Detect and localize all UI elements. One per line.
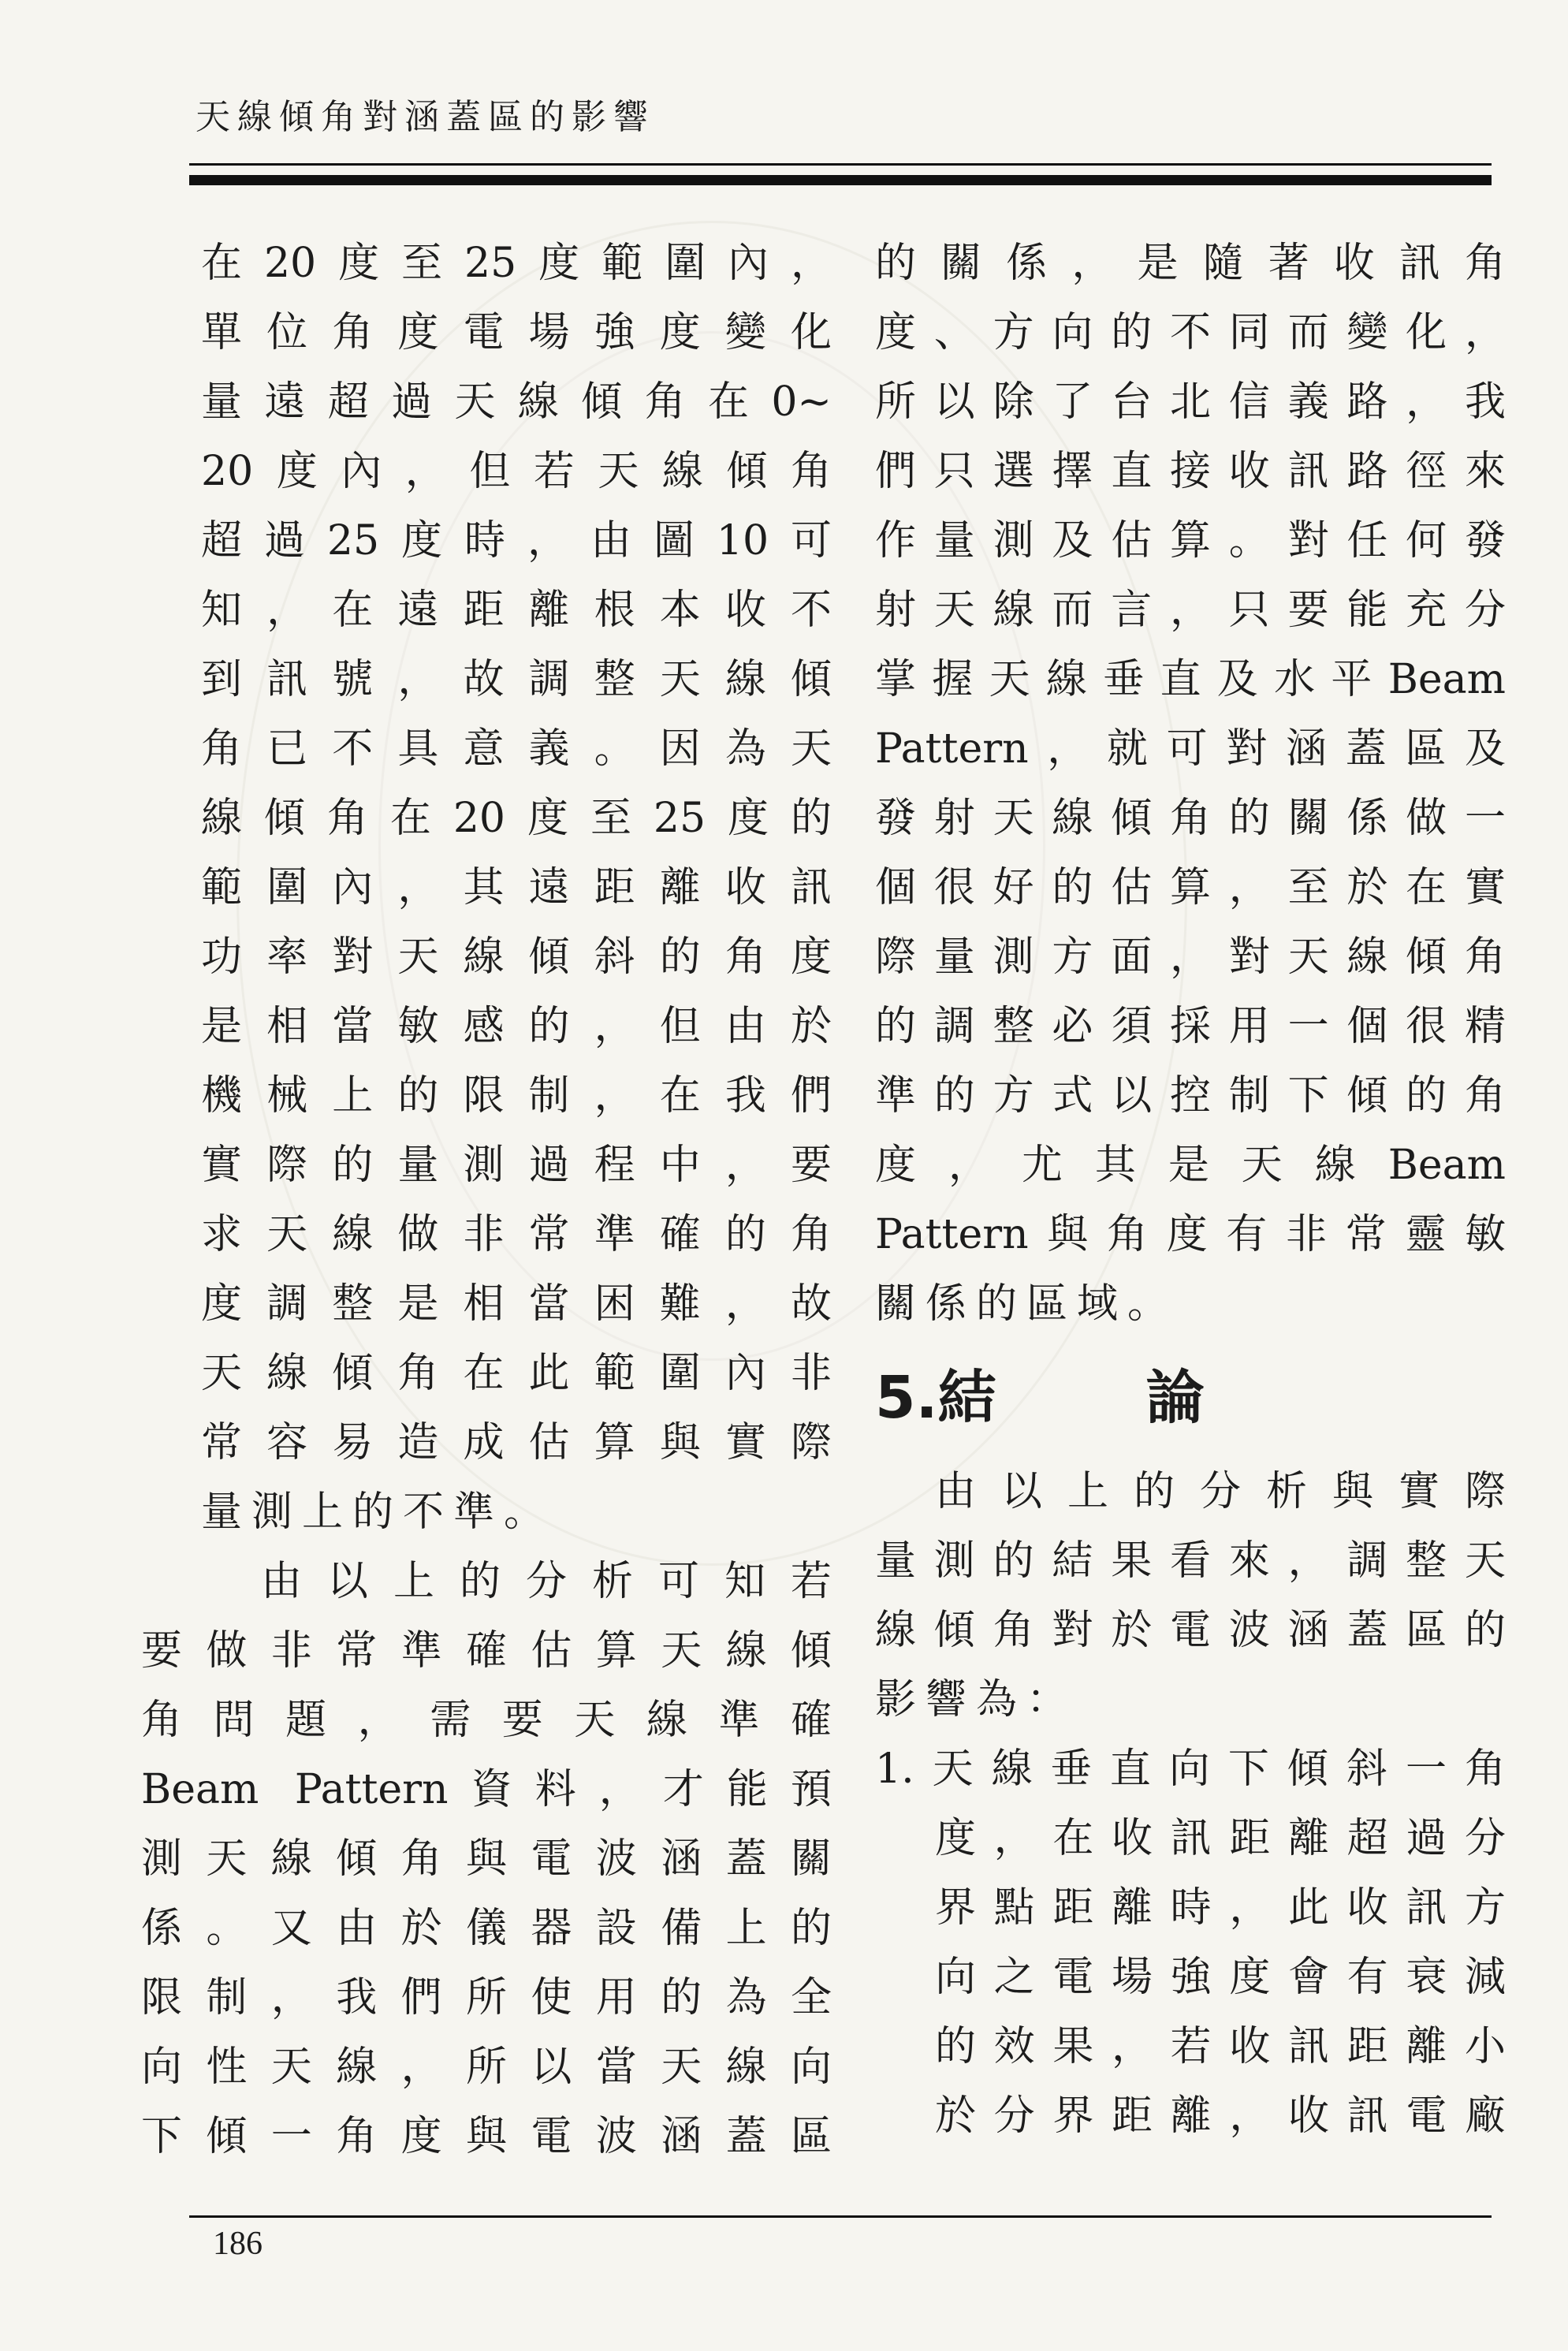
text-line: 實際的量測過程中，要 bbox=[201, 1142, 832, 1189]
text-line: Pattern與角度有非常靈敏 bbox=[875, 1211, 1506, 1258]
left-text-column bbox=[141, 229, 832, 2171]
text-line: 由以上的分析可知若 bbox=[261, 1558, 832, 1605]
text-line: 單位角度電場強度變化 bbox=[201, 309, 832, 356]
text-line: 係。又由於儀器設備上的 bbox=[141, 1905, 832, 1952]
text-line: 天線傾角在此範圍內非 bbox=[201, 1350, 832, 1397]
footer-rule bbox=[189, 2215, 1492, 2218]
section-title-second-char: 論 bbox=[1145, 1364, 1205, 1432]
text-line: 的效果，若收訊距離小 bbox=[935, 2023, 1506, 2070]
text-line: 線傾角對於電波涵蓋區的 bbox=[875, 1607, 1506, 1654]
text-line: 角問題，需要天線準確 bbox=[141, 1697, 832, 1744]
text-line: 向之電場強度會有衰減 bbox=[935, 1954, 1506, 2001]
text-line: 範圍內，其遠距離收訊 bbox=[201, 864, 832, 911]
text-line: 20度內，但若天線傾角 bbox=[201, 448, 832, 495]
text-line: 是相當敏感的，但由於 bbox=[201, 1003, 832, 1050]
page-number: 186 bbox=[213, 2226, 263, 2262]
text-line: 量測的結果看來，調整天 bbox=[875, 1537, 1506, 1585]
text-line: 知，在遠距離根本收不 bbox=[201, 587, 832, 634]
text-line: 功率對天線傾斜的角度 bbox=[201, 933, 832, 981]
text-line: 量遠超過天線傾角在0~ bbox=[201, 378, 832, 426]
section-number: 5. bbox=[875, 1364, 938, 1432]
running-header-title: 天線傾角對涵蓋區的影響 bbox=[196, 97, 655, 137]
text-line: 在20度至25度範圍內， bbox=[201, 240, 832, 287]
text-line: 關係的區域。 bbox=[875, 1280, 1179, 1328]
text-line: 測天線傾角與電波涵蓋關 bbox=[141, 1835, 832, 1883]
text-line: 個很好的估算，至於在實 bbox=[875, 864, 1506, 911]
text-line: 於分界距離，收訊電廠 bbox=[935, 2092, 1506, 2140]
text-line: 機械上的限制，在我們 bbox=[201, 1072, 832, 1120]
text-line: 求天線做非常準確的角 bbox=[201, 1211, 832, 1258]
text-line: Beam Pattern資料，才能預 bbox=[141, 1766, 832, 1813]
text-line: 常容易造成估算與實際 bbox=[201, 1419, 832, 1466]
text-line: 的調整必須採用一個很精 bbox=[875, 1003, 1506, 1050]
text-line: 量測上的不準。 bbox=[201, 1488, 555, 1536]
text-line: 度、方向的不同而變化， bbox=[875, 309, 1506, 356]
text-line: 際量測方面，對天線傾角 bbox=[875, 933, 1506, 981]
text-line: 1.天線垂直向下傾斜一角 bbox=[875, 1746, 1506, 1793]
right-text-column bbox=[875, 229, 1506, 2151]
text-line: 限制，我們所使用的為全 bbox=[141, 1974, 832, 2021]
text-line: 下傾一角度與電波涵蓋區 bbox=[141, 2113, 832, 2160]
text-line: 發射天線傾角的關係做一 bbox=[875, 795, 1506, 842]
text-line: 掌握天線垂直及水平Beam bbox=[875, 656, 1506, 703]
text-line: 由以上的分析與實際 bbox=[935, 1468, 1506, 1515]
text-line: 度，在收訊距離超過分 bbox=[935, 1815, 1506, 1862]
text-line: 超過25度時，由圖10可 bbox=[201, 517, 832, 564]
text-line: 的關係，是隨著收訊角 bbox=[875, 240, 1506, 287]
text-line: 度調整是相當困難，故 bbox=[201, 1280, 832, 1328]
text-line: 準的方式以控制下傾的角 bbox=[875, 1072, 1506, 1120]
text-line: 要做非常準確估算天線傾 bbox=[141, 1627, 832, 1675]
text-line: Pattern，就可對涵蓋區及 bbox=[875, 725, 1506, 773]
text-line: 到訊號，故調整天線傾 bbox=[201, 656, 832, 703]
text-line: 線傾角在20度至25度的 bbox=[201, 795, 832, 842]
section-heading bbox=[875, 1339, 1506, 1457]
text-line: 射天線而言，只要能充分 bbox=[875, 587, 1506, 634]
section-title-first-char: 結 bbox=[937, 1364, 996, 1432]
header-thick-rule bbox=[189, 175, 1492, 185]
text-line: 所以除了台北信義路，我 bbox=[875, 378, 1506, 426]
text-line: 作量測及估算。對任何發 bbox=[875, 517, 1506, 564]
text-line: 度，尤其是天線Beam bbox=[875, 1142, 1506, 1189]
text-line: 們只選擇直接收訊路徑來 bbox=[875, 448, 1506, 495]
text-line: 向性天線，所以當天線向 bbox=[141, 2044, 832, 2091]
text-line: 影響為： bbox=[875, 1676, 1078, 1723]
text-line: 界點距離時，此收訊方 bbox=[935, 1884, 1506, 1932]
header-thin-rule bbox=[189, 163, 1492, 166]
text-line: 角已不具意義。因為天 bbox=[201, 725, 832, 773]
